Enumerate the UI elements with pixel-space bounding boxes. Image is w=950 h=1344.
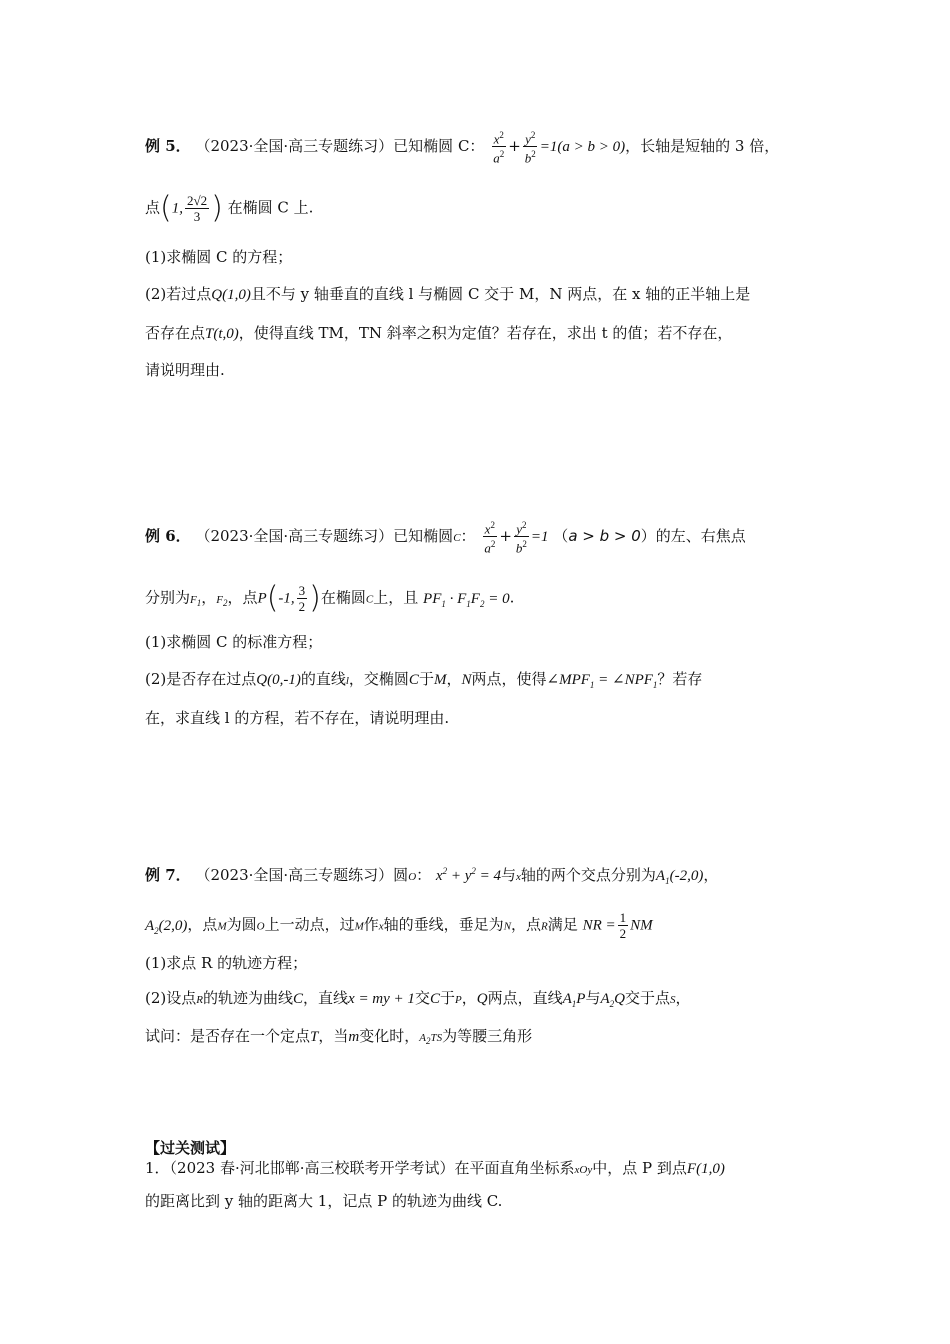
ex6-label: 例 6．	[145, 526, 191, 545]
ex5-label: 例 5．	[145, 136, 191, 155]
test-item-1-line-1: 1．（2023 春·河北邯郸·高三校联考开学考试）在平面直角坐标系xOy中，点 P 到点F(1,0)	[145, 1159, 725, 1177]
ex5-point-x: 1,	[171, 200, 183, 217]
ex7-label: 例 7．	[145, 866, 191, 884]
ex5-stem-1b: ，长轴是短轴的 3 倍，	[625, 136, 780, 155]
ex7-q1: (1)求点 R 的轨迹方程；	[145, 954, 308, 972]
ex5-stem-2: 在椭圆 C 上.	[227, 198, 314, 217]
ex5-frac-y: $\frac{y^2}{b^2}$	[524, 130, 536, 166]
ex5-q2-line-1: (2)若过点Q(1,0)且不与 y 轴垂直的直线 l 与椭圆 C 交于 M，N 两点，在 x 轴的正半轴上是	[145, 285, 751, 303]
ex6-q2-line-2: 在，求直线 l 的方程，若不存在，请说明理由.	[145, 709, 450, 727]
ex5-q2-line-2: 否存在点T(t,0)，使得直线 TM，TN 斜率之积为定值？若存在，求出 t 的值；若不存在，	[145, 324, 733, 342]
ex7-q2-line-1: (2)设点R的轨迹为曲线C，直线x = my + 1交C于P，Q两点，直线$A_1P$与$A_2Q$交于点S，	[145, 989, 691, 1009]
test-heading: 【过关测试】	[145, 1139, 236, 1157]
ex5-line-2: 点(1, $\frac{2√2}{3}$ ) 在椭圆 C 上.	[145, 190, 314, 226]
ex7-source: （2023·全国·高三专题练习）	[195, 866, 394, 884]
ex5-line-1: 例 5． （2023·全国·高三专题练习）已知椭圆 C： $\frac{x^2}{a^2}$ + $\frac{y^2}{b^2}$ =1(a > b > 0)，长轴是短轴的 3 倍，	[145, 130, 780, 166]
ex6-line-2: 分别为$F_1$，$F_2$，点P(-1, $\frac{3}{2}$ )在椭圆C上，且 $PF_1 \cdot F_1F_2 = 0$.	[145, 580, 515, 616]
ex5-q2-line-3: 请说明理由.	[145, 361, 225, 379]
ex5-condition: =1(a > b > 0)	[539, 138, 626, 155]
ex6-line-1: 例 6． （2023·全国·高三专题练习）已知椭圆C： $\frac{x^2}{a^2}$ + $\frac{y^2}{b^2}$ =1 （a > b > 0）的左、右焦点	[145, 520, 746, 556]
ex5-stem-1a: 已知椭圆 C：	[393, 136, 485, 155]
ex5-source: （2023·全国·高三专题练习）	[195, 136, 394, 155]
ex5-frac-x: $\frac{x^2}{a^2}$	[493, 130, 505, 166]
ex6-q1: (1)求椭圆 C 的标准方程；	[145, 633, 323, 651]
ex7-line-1: 例 7． （2023·全国·高三专题练习）圆O： $x^2 + y^2 = 4$与x轴的两个交点分别为$A_1(-2,0)$，	[145, 866, 719, 886]
ex7-q2-line-2: 试问：是否存在一个定点T，当m变化时，$A_2TS$为等腰三角形	[145, 1027, 533, 1047]
ex6-q2-line-1: (2)是否存在过点Q(0,-1)的直线l，交椭圆C于M，N两点，使得$\angle MPF_1$ = $\angle NPF_1$？若存	[145, 670, 703, 690]
test-item-1-line-2: 的距离比到 y 轴的距离大 1，记点 P 的轨迹为曲线 C.	[145, 1192, 503, 1210]
ex5-point-lead: 点	[145, 198, 161, 217]
ex5-point-frac: $\frac{2√2}{3}$	[186, 193, 208, 224]
ex5-q1: (1)求椭圆 C 的方程；	[145, 248, 293, 266]
ex7-line-2: $A_2(2,0)$，点M为圆O上一动点，过M作x轴的垂线，垂足为N，点R满足 NR = $\frac{1}{2}$ NM	[145, 910, 653, 941]
ex6-source: （2023·全国·高三专题练习）	[195, 526, 394, 545]
